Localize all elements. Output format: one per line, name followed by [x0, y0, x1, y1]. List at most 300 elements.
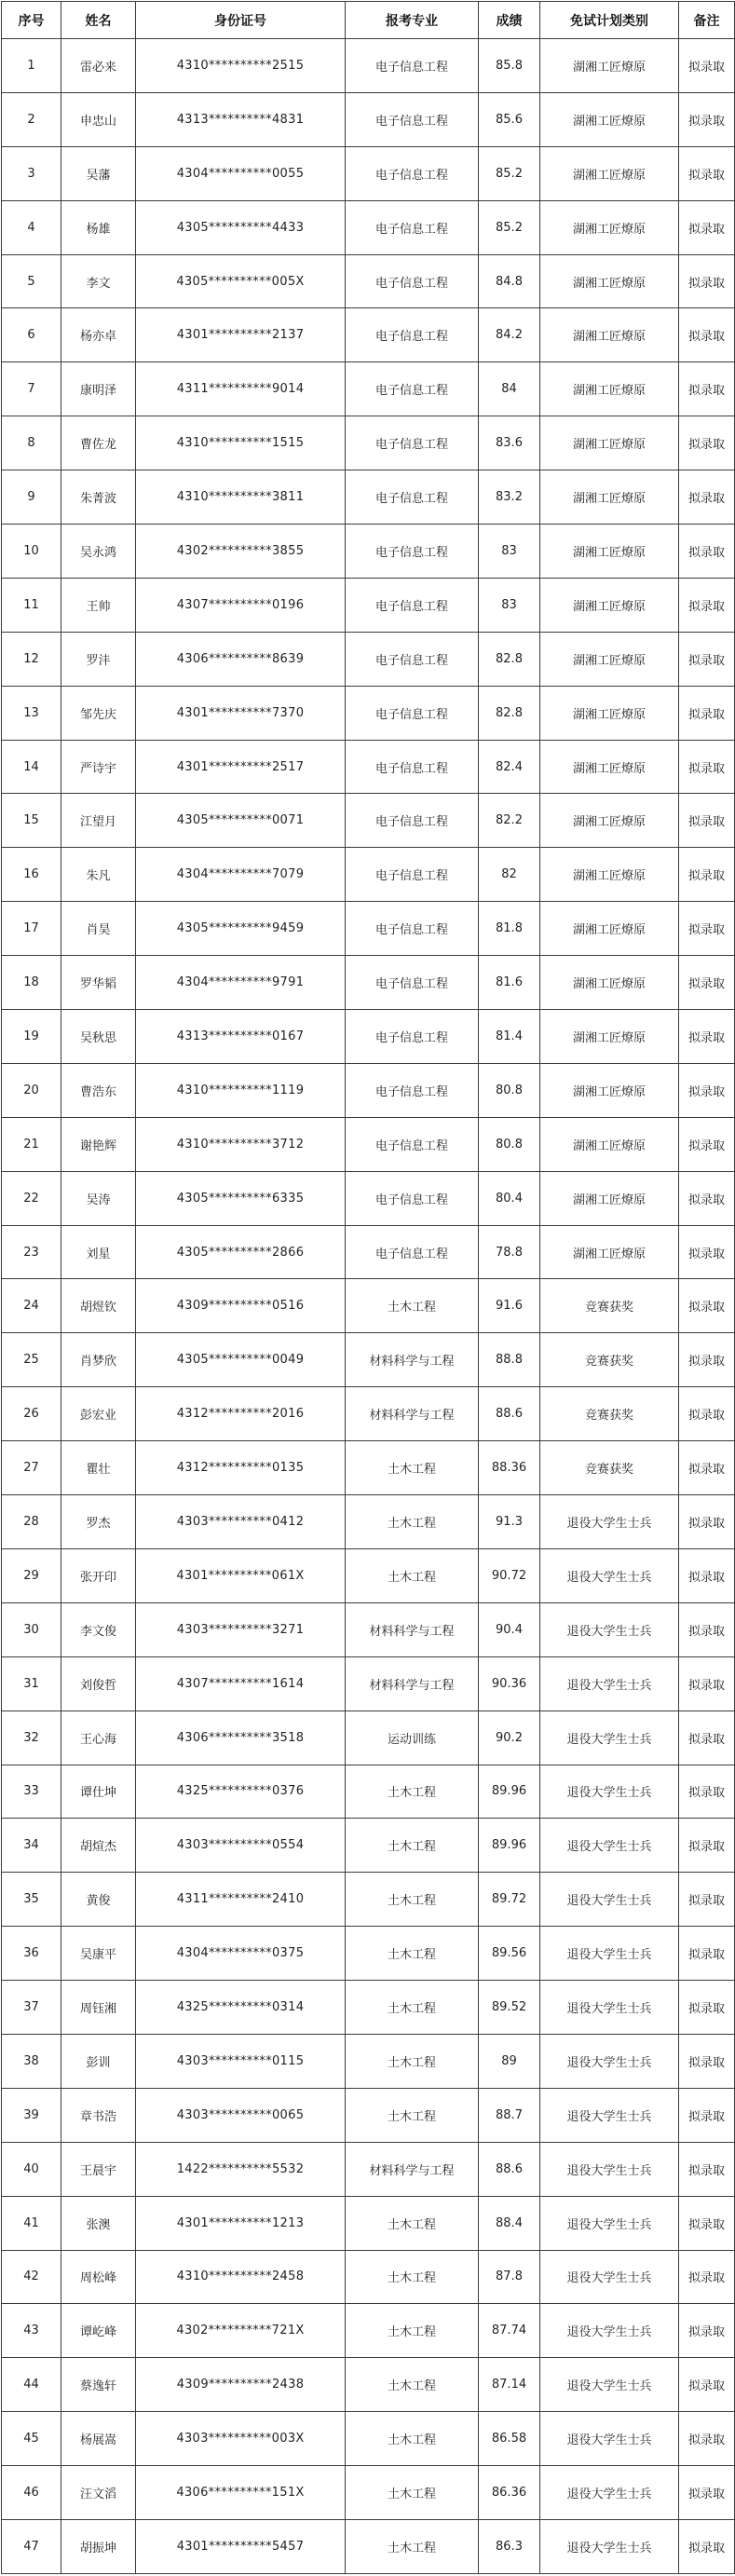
cell-remark: 拟录取	[679, 2142, 735, 2196]
cell-major: 电子信息工程	[346, 740, 479, 794]
cell-major: 电子信息工程	[346, 470, 479, 525]
cell-category: 湖湘工匠燎原	[540, 416, 679, 470]
cell-score: 88.4	[479, 2196, 540, 2250]
cell-name: 胡振坤	[61, 2519, 136, 2573]
cell-index: 11	[2, 578, 61, 632]
table-row	[2, 2034, 735, 2088]
cell-major: 土木工程	[346, 1765, 479, 1819]
cell-score: 85.6	[479, 92, 540, 146]
cell-index: 29	[2, 1548, 61, 1602]
cell-index: 36	[2, 1927, 61, 1981]
cell-remark: 拟录取	[679, 2412, 735, 2466]
cell-name: 章书浩	[61, 2088, 136, 2142]
cell-name: 罗华韬	[61, 956, 136, 1010]
cell-score: 83.2	[479, 470, 540, 525]
cell-major: 电子信息工程	[346, 1225, 479, 1279]
cell-remark: 拟录取	[679, 1656, 735, 1711]
cell-index: 5	[2, 254, 61, 308]
cell-score: 83	[479, 525, 540, 579]
cell-category: 退役大学生士兵	[540, 1873, 679, 1927]
table-row	[2, 254, 735, 308]
cell-id-number: 4304**********0055	[136, 146, 346, 200]
cell-remark: 拟录取	[679, 2034, 735, 2088]
cell-id-number: 4305**********005X	[136, 254, 346, 308]
cell-score: 78.8	[479, 1225, 540, 1279]
cell-category: 退役大学生士兵	[540, 1656, 679, 1711]
cell-name: 曹佐龙	[61, 416, 136, 470]
admission-list-table-container	[1, 1, 735, 2574]
cell-index: 19	[2, 1010, 61, 1064]
cell-name: 申忠山	[61, 92, 136, 146]
cell-major: 土木工程	[346, 1927, 479, 1981]
cell-score: 88.8	[479, 1333, 540, 1387]
cell-name: 周钰湘	[61, 1981, 136, 2035]
cell-major: 电子信息工程	[346, 1010, 479, 1064]
cell-name: 杨亦卓	[61, 308, 136, 362]
cell-major: 土木工程	[346, 2412, 479, 2466]
cell-remark: 拟录取	[679, 1225, 735, 1279]
cell-id-number: 4301**********1213	[136, 2196, 346, 2250]
cell-index: 40	[2, 2142, 61, 2196]
cell-index: 38	[2, 2034, 61, 2088]
table-row	[2, 1495, 735, 1549]
table-row	[2, 146, 735, 200]
cell-id-number: 4310**********1119	[136, 1063, 346, 1117]
cell-score: 82.8	[479, 686, 540, 740]
table-row	[2, 1225, 735, 1279]
cell-index: 39	[2, 2088, 61, 2142]
cell-id-number: 4312**********0135	[136, 1441, 346, 1495]
cell-id-number: 4310**********2458	[136, 2250, 346, 2304]
cell-score: 89.72	[479, 1873, 540, 1927]
cell-name: 杨展嵩	[61, 2412, 136, 2466]
cell-index: 23	[2, 1225, 61, 1279]
cell-score: 80.8	[479, 1063, 540, 1117]
cell-category: 湖湘工匠燎原	[540, 92, 679, 146]
table-row	[2, 1171, 735, 1225]
cell-remark: 拟录取	[679, 308, 735, 362]
cell-category: 退役大学生士兵	[540, 2250, 679, 2304]
cell-category: 湖湘工匠燎原	[540, 470, 679, 525]
cell-remark: 拟录取	[679, 740, 735, 794]
cell-index: 18	[2, 956, 61, 1010]
cell-category: 退役大学生士兵	[540, 2466, 679, 2520]
cell-id-number: 4310**********3811	[136, 470, 346, 525]
table-row	[2, 1819, 735, 1873]
table-body	[2, 39, 735, 2574]
cell-major: 材料科学与工程	[346, 2142, 479, 2196]
cell-remark: 拟录取	[679, 1602, 735, 1656]
table-row	[2, 1602, 735, 1656]
cell-index: 22	[2, 1171, 61, 1225]
cell-name: 严诗宇	[61, 740, 136, 794]
cell-remark: 拟录取	[679, 1333, 735, 1387]
header-category: 免试计划类别	[540, 2, 679, 39]
cell-index: 4	[2, 200, 61, 254]
cell-remark: 拟录取	[679, 1819, 735, 1873]
table-row	[2, 740, 735, 794]
cell-remark: 拟录取	[679, 848, 735, 902]
cell-major: 电子信息工程	[346, 39, 479, 93]
cell-remark: 拟录取	[679, 956, 735, 1010]
cell-index: 9	[2, 470, 61, 525]
table-row	[2, 1981, 735, 2035]
cell-id-number: 4310**********3712	[136, 1117, 346, 1171]
table-row	[2, 470, 735, 525]
cell-id-number: 4309**********2438	[136, 2358, 346, 2412]
cell-major: 土木工程	[346, 1279, 479, 1333]
cell-remark: 拟录取	[679, 362, 735, 416]
cell-category: 退役大学生士兵	[540, 2196, 679, 2250]
cell-category: 湖湘工匠燎原	[540, 254, 679, 308]
cell-major: 土木工程	[346, 1441, 479, 1495]
cell-remark: 拟录取	[679, 2196, 735, 2250]
cell-remark: 拟录取	[679, 1387, 735, 1441]
cell-name: 张澳	[61, 2196, 136, 2250]
cell-id-number: 4301**********5457	[136, 2519, 346, 2573]
cell-remark: 拟录取	[679, 2088, 735, 2142]
table-row	[2, 1927, 735, 1981]
cell-score: 89.96	[479, 1819, 540, 1873]
cell-category: 退役大学生士兵	[540, 1819, 679, 1873]
cell-remark: 拟录取	[679, 686, 735, 740]
table-row	[2, 2142, 735, 2196]
cell-score: 87.74	[479, 2304, 540, 2358]
cell-index: 2	[2, 92, 61, 146]
cell-score: 90.4	[479, 1602, 540, 1656]
cell-index: 32	[2, 1711, 61, 1765]
cell-name: 王帅	[61, 578, 136, 632]
table-row	[2, 1010, 735, 1064]
cell-remark: 拟录取	[679, 1873, 735, 1927]
cell-category: 湖湘工匠燎原	[540, 1010, 679, 1064]
cell-score: 82.2	[479, 794, 540, 848]
cell-name: 李文俊	[61, 1602, 136, 1656]
cell-name: 朱凡	[61, 848, 136, 902]
cell-category: 湖湘工匠燎原	[540, 525, 679, 579]
cell-remark: 拟录取	[679, 2250, 735, 2304]
cell-remark: 拟录取	[679, 2304, 735, 2358]
cell-score: 84	[479, 362, 540, 416]
cell-category: 竞赛获奖	[540, 1441, 679, 1495]
cell-index: 21	[2, 1117, 61, 1171]
header-row	[2, 2, 735, 39]
cell-id-number: 4301**********7370	[136, 686, 346, 740]
cell-score: 84.8	[479, 254, 540, 308]
cell-remark: 拟录取	[679, 1981, 735, 2035]
table-row	[2, 1656, 735, 1711]
cell-id-number: 4303**********0115	[136, 2034, 346, 2088]
cell-major: 电子信息工程	[346, 1117, 479, 1171]
cell-name: 刘俊哲	[61, 1656, 136, 1711]
cell-name: 黄俊	[61, 1873, 136, 1927]
cell-id-number: 4305**********4433	[136, 200, 346, 254]
cell-major: 土木工程	[346, 2304, 479, 2358]
header-remark: 备注	[679, 2, 735, 39]
cell-index: 8	[2, 416, 61, 470]
table-row	[2, 1333, 735, 1387]
cell-category: 湖湘工匠燎原	[540, 686, 679, 740]
cell-major: 土木工程	[346, 2196, 479, 2250]
cell-id-number: 4305**********0049	[136, 1333, 346, 1387]
cell-major: 土木工程	[346, 1873, 479, 1927]
table-row	[2, 1063, 735, 1117]
cell-score: 82.4	[479, 740, 540, 794]
cell-name: 江望月	[61, 794, 136, 848]
cell-category: 退役大学生士兵	[540, 1602, 679, 1656]
table-row	[2, 308, 735, 362]
cell-major: 电子信息工程	[346, 632, 479, 686]
cell-category: 退役大学生士兵	[540, 1981, 679, 2035]
cell-score: 88.36	[479, 1441, 540, 1495]
cell-index: 24	[2, 1279, 61, 1333]
cell-major: 电子信息工程	[346, 956, 479, 1010]
cell-name: 刘星	[61, 1225, 136, 1279]
table-row	[2, 956, 735, 1010]
header-id-number: 身份证号	[136, 2, 346, 39]
cell-remark: 拟录取	[679, 1279, 735, 1333]
cell-remark: 拟录取	[679, 1495, 735, 1549]
table-row	[2, 632, 735, 686]
cell-major: 土木工程	[346, 2358, 479, 2412]
cell-major: 材料科学与工程	[346, 1602, 479, 1656]
cell-category: 湖湘工匠燎原	[540, 1117, 679, 1171]
cell-category: 退役大学生士兵	[540, 1711, 679, 1765]
cell-category: 退役大学生士兵	[540, 2519, 679, 2573]
cell-category: 竞赛获奖	[540, 1333, 679, 1387]
table-row	[2, 2304, 735, 2358]
cell-remark: 拟录取	[679, 1117, 735, 1171]
cell-id-number: 4303**********0412	[136, 1495, 346, 1549]
cell-major: 电子信息工程	[346, 416, 479, 470]
table-header	[2, 2, 735, 39]
cell-major: 材料科学与工程	[346, 1387, 479, 1441]
cell-category: 湖湘工匠燎原	[540, 362, 679, 416]
cell-id-number: 4313**********0167	[136, 1010, 346, 1064]
cell-id-number: 4305**********0071	[136, 794, 346, 848]
cell-name: 罗杰	[61, 1495, 136, 1549]
cell-id-number: 4301**********2517	[136, 740, 346, 794]
cell-major: 土木工程	[346, 2034, 479, 2088]
cell-id-number: 1422**********5532	[136, 2142, 346, 2196]
table-row	[2, 2358, 735, 2412]
table-row	[2, 686, 735, 740]
cell-id-number: 4303**********3271	[136, 1602, 346, 1656]
cell-index: 20	[2, 1063, 61, 1117]
cell-id-number: 4302**********3855	[136, 525, 346, 579]
cell-index: 13	[2, 686, 61, 740]
cell-index: 16	[2, 848, 61, 902]
cell-index: 42	[2, 2250, 61, 2304]
cell-category: 湖湘工匠燎原	[540, 1171, 679, 1225]
cell-remark: 拟录取	[679, 92, 735, 146]
table-row	[2, 2250, 735, 2304]
cell-index: 28	[2, 1495, 61, 1549]
cell-remark: 拟录取	[679, 2519, 735, 2573]
cell-name: 王晨宇	[61, 2142, 136, 2196]
cell-id-number: 4310**********1515	[136, 416, 346, 470]
cell-name: 蔡逸轩	[61, 2358, 136, 2412]
cell-id-number: 4325**********0314	[136, 1981, 346, 2035]
cell-major: 土木工程	[346, 1981, 479, 2035]
cell-index: 26	[2, 1387, 61, 1441]
cell-major: 运动训练	[346, 1711, 479, 1765]
cell-index: 6	[2, 308, 61, 362]
table-row	[2, 794, 735, 848]
cell-name: 李文	[61, 254, 136, 308]
cell-major: 土木工程	[346, 1548, 479, 1602]
cell-score: 83	[479, 578, 540, 632]
cell-major: 电子信息工程	[346, 146, 479, 200]
cell-id-number: 4305**********9459	[136, 902, 346, 956]
cell-name: 胡煜钦	[61, 1279, 136, 1333]
table-row	[2, 1387, 735, 1441]
table-row	[2, 578, 735, 632]
cell-score: 88.6	[479, 1387, 540, 1441]
cell-major: 电子信息工程	[346, 1063, 479, 1117]
cell-id-number: 4306**********3518	[136, 1711, 346, 1765]
cell-score: 87.14	[479, 2358, 540, 2412]
cell-name: 张开印	[61, 1548, 136, 1602]
cell-remark: 拟录取	[679, 902, 735, 956]
cell-score: 85.2	[479, 200, 540, 254]
cell-id-number: 4313**********4831	[136, 92, 346, 146]
cell-score: 83.6	[479, 416, 540, 470]
cell-remark: 拟录取	[679, 470, 735, 525]
cell-index: 27	[2, 1441, 61, 1495]
cell-id-number: 4306**********8639	[136, 632, 346, 686]
cell-name: 肖梦欣	[61, 1333, 136, 1387]
cell-score: 87.8	[479, 2250, 540, 2304]
cell-id-number: 4301**********061X	[136, 1548, 346, 1602]
cell-category: 竞赛获奖	[540, 1279, 679, 1333]
cell-category: 湖湘工匠燎原	[540, 200, 679, 254]
cell-score: 84.2	[479, 308, 540, 362]
cell-name: 吴秋思	[61, 1010, 136, 1064]
cell-id-number: 4304**********9791	[136, 956, 346, 1010]
cell-score: 80.8	[479, 1117, 540, 1171]
cell-index: 43	[2, 2304, 61, 2358]
cell-index: 10	[2, 525, 61, 579]
cell-major: 电子信息工程	[346, 254, 479, 308]
cell-id-number: 4311**********2410	[136, 1873, 346, 1927]
cell-index: 45	[2, 2412, 61, 2466]
cell-name: 瞿壮	[61, 1441, 136, 1495]
cell-name: 吴涛	[61, 1171, 136, 1225]
cell-remark: 拟录取	[679, 1063, 735, 1117]
header-score: 成绩	[479, 2, 540, 39]
cell-name: 杨雄	[61, 200, 136, 254]
table-row	[2, 416, 735, 470]
cell-remark: 拟录取	[679, 525, 735, 579]
table-row	[2, 2088, 735, 2142]
cell-name: 王心海	[61, 1711, 136, 1765]
cell-remark: 拟录取	[679, 1441, 735, 1495]
cell-score: 90.72	[479, 1548, 540, 1602]
cell-name: 朱菁波	[61, 470, 136, 525]
cell-index: 46	[2, 2466, 61, 2520]
header-name: 姓名	[61, 2, 136, 39]
cell-score: 90.36	[479, 1656, 540, 1711]
cell-category: 湖湘工匠燎原	[540, 794, 679, 848]
cell-name: 周松峰	[61, 2250, 136, 2304]
cell-major: 电子信息工程	[346, 902, 479, 956]
cell-id-number: 4305**********6335	[136, 1171, 346, 1225]
cell-major: 材料科学与工程	[346, 1656, 479, 1711]
table-row	[2, 92, 735, 146]
cell-name: 康明泽	[61, 362, 136, 416]
table-row	[2, 362, 735, 416]
header-index: 序号	[2, 2, 61, 39]
cell-category: 退役大学生士兵	[540, 1548, 679, 1602]
table-row	[2, 525, 735, 579]
cell-score: 91.3	[479, 1495, 540, 1549]
cell-score: 91.6	[479, 1279, 540, 1333]
cell-category: 退役大学生士兵	[540, 2034, 679, 2088]
table-row	[2, 2196, 735, 2250]
table-row	[2, 200, 735, 254]
cell-remark: 拟录取	[679, 1171, 735, 1225]
cell-category: 退役大学生士兵	[540, 1495, 679, 1549]
table-row	[2, 1711, 735, 1765]
cell-index: 30	[2, 1602, 61, 1656]
cell-score: 88.6	[479, 2142, 540, 2196]
cell-remark: 拟录取	[679, 632, 735, 686]
table-row	[2, 902, 735, 956]
cell-index: 31	[2, 1656, 61, 1711]
cell-major: 土木工程	[346, 2519, 479, 2573]
cell-id-number: 4303**********0065	[136, 2088, 346, 2142]
cell-major: 材料科学与工程	[346, 1333, 479, 1387]
cell-name: 汪文滔	[61, 2466, 136, 2520]
cell-major: 土木工程	[346, 2088, 479, 2142]
cell-major: 电子信息工程	[346, 1171, 479, 1225]
cell-id-number: 4302**********721X	[136, 2304, 346, 2358]
table-row	[2, 2466, 735, 2520]
cell-score: 89.52	[479, 1981, 540, 2035]
cell-score: 81.4	[479, 1010, 540, 1064]
cell-category: 湖湘工匠燎原	[540, 902, 679, 956]
cell-index: 12	[2, 632, 61, 686]
table-row	[2, 39, 735, 93]
cell-score: 89.56	[479, 1927, 540, 1981]
table-row	[2, 1873, 735, 1927]
cell-major: 土木工程	[346, 1495, 479, 1549]
cell-category: 退役大学生士兵	[540, 2358, 679, 2412]
cell-category: 湖湘工匠燎原	[540, 578, 679, 632]
cell-remark: 拟录取	[679, 2466, 735, 2520]
cell-name: 吴康平	[61, 1927, 136, 1981]
cell-category: 湖湘工匠燎原	[540, 39, 679, 93]
cell-name: 谢艳辉	[61, 1117, 136, 1171]
cell-category: 湖湘工匠燎原	[540, 848, 679, 902]
cell-index: 47	[2, 2519, 61, 2573]
cell-id-number: 4307**********0196	[136, 578, 346, 632]
cell-index: 25	[2, 1333, 61, 1387]
cell-remark: 拟录取	[679, 1711, 735, 1765]
cell-score: 90.2	[479, 1711, 540, 1765]
cell-category: 湖湘工匠燎原	[540, 632, 679, 686]
cell-id-number: 4309**********0516	[136, 1279, 346, 1333]
cell-index: 14	[2, 740, 61, 794]
cell-major: 电子信息工程	[346, 578, 479, 632]
cell-major: 电子信息工程	[346, 848, 479, 902]
cell-index: 41	[2, 2196, 61, 2250]
cell-id-number: 4307**********1614	[136, 1656, 346, 1711]
cell-major: 土木工程	[346, 2250, 479, 2304]
cell-remark: 拟录取	[679, 1927, 735, 1981]
cell-name: 罗沣	[61, 632, 136, 686]
